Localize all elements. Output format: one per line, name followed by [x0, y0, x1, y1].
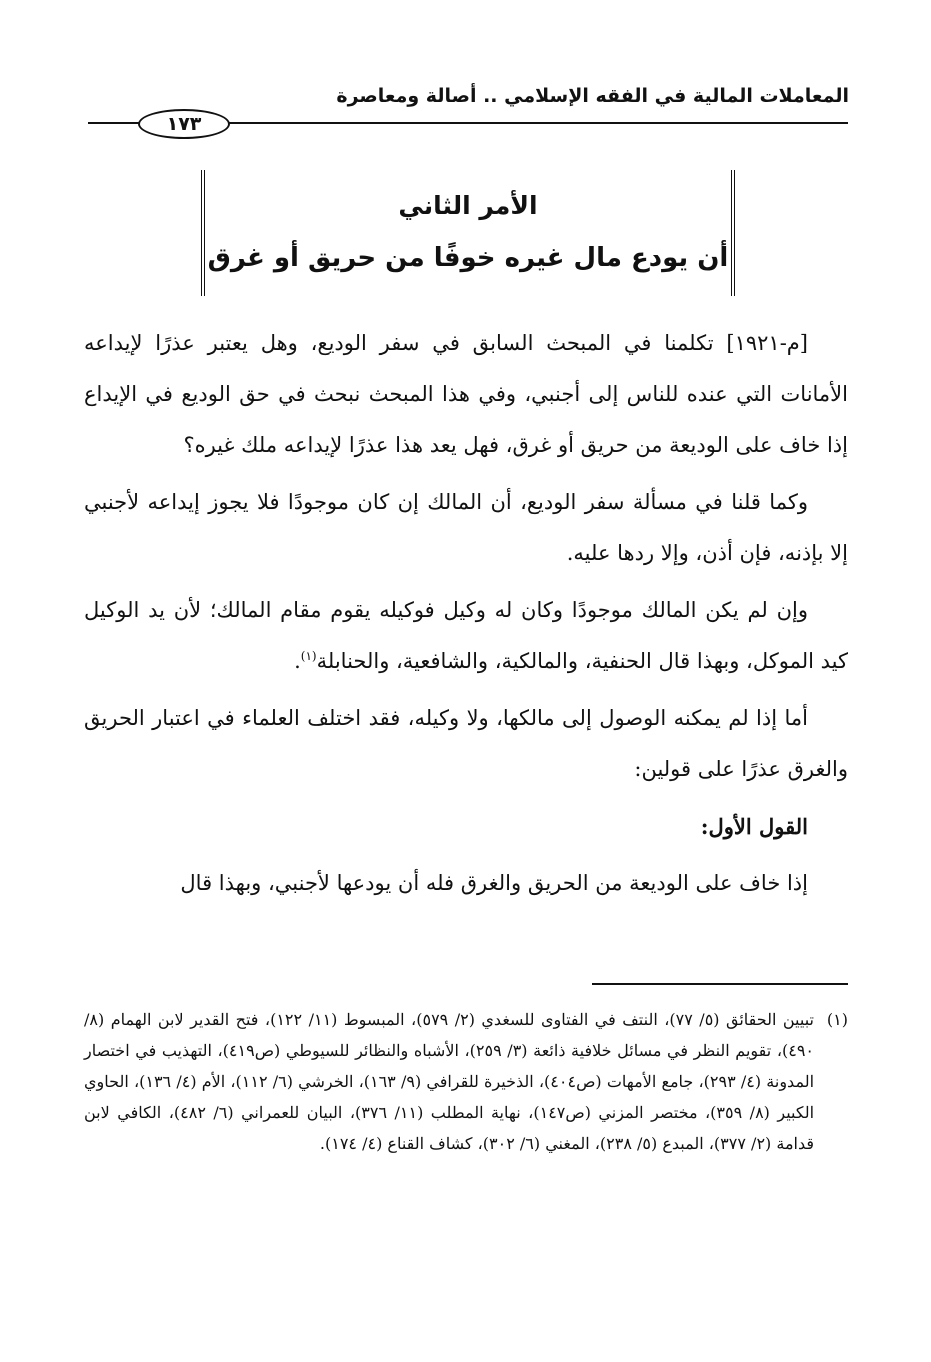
- paragraph-1: [م-١٩٢١] تكلمنا في المبحث السابق في سفر الوديع، وهل يعتبر عذرًا لإيداعه الأمانات التي عنده للناس إلى أجنبي، وفي هذا المبحث نبحث في حق الوديع في الإيداع إذا خاف على الوديعة من حريق أو غرق، فهل يعد هذا عذرًا لإيداعه ملك غيره؟: [84, 331, 848, 457]
- first-opinion-heading: القول الأول:: [700, 814, 808, 839]
- paragraph-5: إذا خاف على الوديعة من الحريق والغرق فله أن يودعها لأجنبي، وبهذا قال: [180, 871, 808, 895]
- paragraph-4: أما إذا لم يمكنه الوصول إلى مالكها، ولا وكيله، فقد اختلف العلماء في اعتبار الحريق والغرق عذرًا على قولين:: [84, 706, 848, 781]
- paragraph-2: وكما قلنا في مسألة سفر الوديع، أن المالك إن كان موجودًا فلا يجوز إيداعه لأجنبي إلا بإذنه، فإن أذن، وإلا ردها عليه.: [84, 490, 848, 565]
- footnote-rule: [592, 983, 848, 985]
- footnote: [84, 1004, 848, 1159]
- section-title-box: [201, 170, 735, 296]
- footnote-marker: (١): [826, 1010, 848, 1029]
- paragraph-3-text: وإن لم يكن المالك موجودًا وكان له وكيل فوكيله يقوم مقام المالك؛ لأن يد الوكيل كيد الموكل، وبهذا قال الحنفية، والمالكية، والشافعية، والحنابلة: [84, 598, 848, 673]
- paragraph-3-end: .: [294, 649, 301, 673]
- footnote-reference[interactable]: (١): [300, 649, 317, 663]
- paragraph-3: [84, 585, 848, 687]
- section-subtitle: أن يودع مال غيره خوفًا من حريق أو غرق: [207, 243, 729, 273]
- page-number: ١٧٣: [138, 109, 230, 139]
- body-text: [84, 318, 848, 915]
- section-title: الأمر الثاني: [398, 191, 538, 220]
- running-title: المعاملات المالية في الفقه الإسلامي .. أصالة ومعاصرة: [336, 85, 849, 107]
- footnote-text: تبيين الحقائق (٥/ ٧٧)، النتف في الفتاوى للسغدي (٢/ ٥٧٩)، المبسوط (١١/ ١٢٢)، فتح القدير لابن الهمام (٨/ ٤٩٠)، تقويم النظر في مسائل خلافية ذائعة (٣/ ٢٥٩)، الأشباه والنظائر للسيوطي (ص٤١٩)، التهذيب في اختصار المدونة (٤/ ٢٩٣)، جامع الأمهات (ص٤٠٤)، الذخيرة للقرافي (٩/ ١٦٣)، الخرشي (٦/ ١١٢)، الأم (٤/ ١٣٦)، الحاوي الكبير (٨/ ٣٥٩)، مختصر المزني (ص١٤٧)، نهاية المطلب (١١/ ٣٧٦)، البيان للعمراني (٦/ ٤٨٢)، الكافي لابن قدامة (٢/ ٣٧٧)، المبدع (٥/ ٢٣٨)، المغني (٦/ ٣٠٢)، كشاف القناع (٤/ ١٧٤).: [84, 1010, 815, 1153]
